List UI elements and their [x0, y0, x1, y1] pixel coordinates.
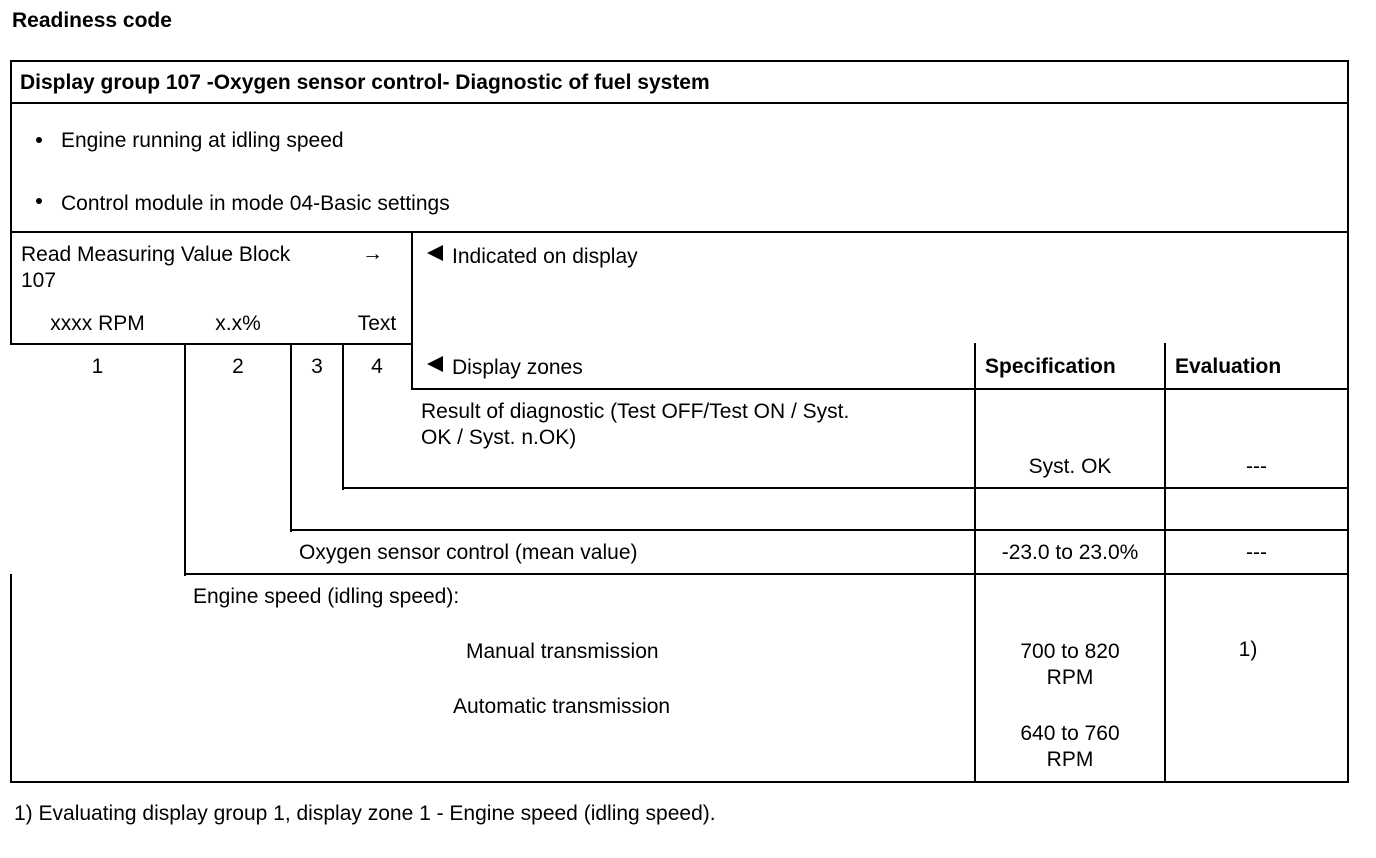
engine-speed-label: Engine speed (idling speed): — [193, 585, 460, 608]
indicated-on-display: Indicated on display — [452, 245, 638, 268]
oxygen-sensor-spec: -23.0 to 23.0% — [1001, 541, 1139, 564]
display-zones-label: Display zones — [452, 356, 583, 379]
diagnostic-result-label: Result of diagnostic (Test OFF/Test ON / Syst. — [421, 400, 850, 423]
manual-transmission-label: Manual transmission — [466, 640, 659, 663]
oxygen-sensor-eval: --- — [1246, 541, 1267, 564]
automatic-spec: 640 to 760 — [1020, 722, 1120, 745]
engine-speed-eval: 1) — [1238, 638, 1258, 661]
display-value-2: x.x% — [215, 312, 261, 335]
display-value-1: xxxx RPM — [50, 312, 145, 335]
footnote: 1) Evaluating display group 1, display zone 1 - Engine speed (idling speed). — [14, 802, 716, 825]
zone-number-2: 2 — [232, 355, 244, 378]
measuring-block-number: 107 — [21, 269, 57, 292]
evaluation-header: Evaluation — [1175, 355, 1282, 378]
measuring-block-label: Read Measuring Value Block — [21, 243, 291, 266]
diagnostic-eval: --- — [1246, 455, 1267, 478]
arrow-right-icon: → — [362, 242, 383, 265]
condition-item: Control module in mode 04-Basic settings — [61, 192, 450, 215]
triangle-left-icon — [427, 356, 443, 372]
oxygen-sensor-label: Oxygen sensor control (mean value) — [299, 541, 638, 564]
condition-item: Engine running at idling speed — [61, 129, 344, 152]
manual-spec: 700 to 820 — [1020, 640, 1120, 663]
manual-spec-unit: RPM — [1046, 666, 1094, 689]
table-border-left-lower — [10, 574, 12, 783]
display-value-4: Text — [357, 312, 397, 335]
specification-header: Specification — [985, 355, 1116, 378]
bullet-icon — [36, 137, 42, 143]
diagnostic-result-label-cont: OK / Syst. n.OK) — [421, 426, 577, 449]
zone-number-1: 1 — [91, 355, 104, 378]
automatic-transmission-label: Automatic transmission — [453, 695, 671, 718]
table-border-bottom — [10, 781, 1349, 783]
table-border-top — [10, 60, 1349, 62]
triangle-left-icon — [427, 245, 443, 261]
zone-number-3: 3 — [311, 355, 323, 378]
display-group-header: Display group 107 -Oxygen sensor control- Diagnostic of fuel system — [20, 71, 710, 94]
zone-number-4: 4 — [371, 355, 383, 378]
bullet-icon — [36, 198, 42, 204]
page-title: Readiness code — [12, 9, 172, 32]
table-border-right — [1347, 60, 1349, 783]
diagnostic-spec: Syst. OK — [1028, 455, 1112, 478]
automatic-spec-unit: RPM — [1046, 748, 1094, 771]
